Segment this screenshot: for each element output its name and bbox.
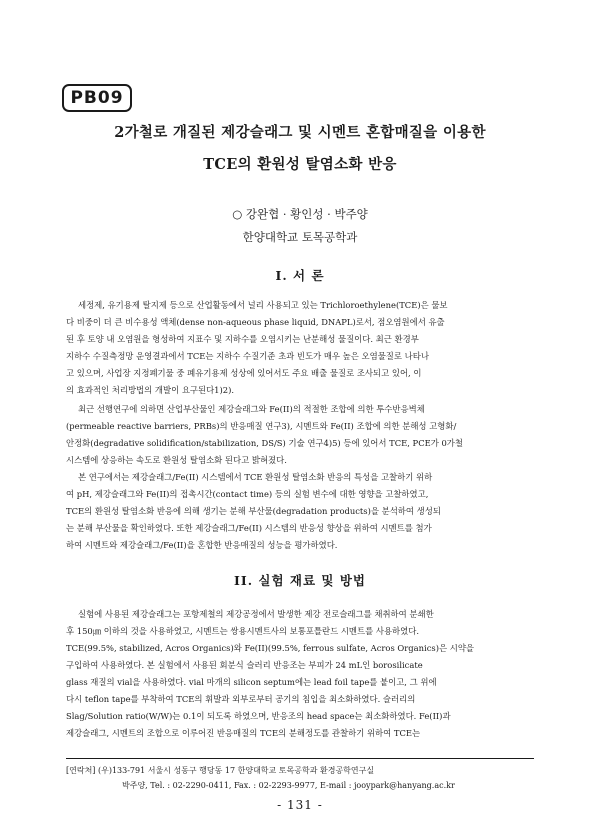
text-line: TCE(99.5%, stabilized, Acros Organics)와 Fe(II)(99.5%, ferrous sulfate, Acros Organics)은 시약을 — [66, 643, 475, 653]
abstract-code-label: PB09 — [62, 84, 132, 112]
text-line: Slag/Solution ratio(W/W)는 0.1이 되도록 하였으며, 반응조의 head space는 최소화하였다. Fe(II)과 — [66, 711, 451, 721]
text-line: 여 pH, 제강슬래그와 Fe(II)의 접촉시간(contact time) 등의 실험 변수에 대한 영향을 고찰하였고, — [66, 489, 429, 499]
text-line: 후 150㎛ 이하의 것을 사용하였고, 시멘트는 쌍용시멘트사의 보통포틀란드 시멘트를 사용하였다. — [66, 626, 419, 636]
text-line: 는 분해 부산물을 확인하였다. 또한 제강슬래그/Fe(II) 시스템의 반응성 향상을 위하여 시멘트를 첨가 — [66, 523, 432, 533]
text-line: 하여 시멘트와 제강슬래그/Fe(II)을 혼합한 반응매질의 성능을 평가하였다. — [66, 540, 338, 550]
text-line: 지하수 수질측정망 운영결과에서 TCE는 지하수 수질기준 초과 빈도가 매우 높은 오염물질로 나타나 — [66, 351, 429, 361]
section-heading-introduction: I. 서 론 — [275, 268, 325, 283]
text-line: glass 재질의 vial을 사용하였다. vial 마개의 silicon septum에는 lead foil tape를 붙이고, 그 위에 — [66, 677, 437, 687]
title-line-1: 2가철로 개질된 제강슬래그 및 시멘트 혼합매질을 이용한 — [114, 124, 486, 141]
text-line: 된 후 토양 내 오염원을 형성하여 지표수 및 지하수를 오염시키는 난분해성 물질이다. 최근 환경부 — [66, 334, 419, 344]
intro-paragraph-1 — [66, 297, 536, 399]
text-line: 실험에 사용된 제강슬래그는 포항제철의 제강공정에서 발생한 제강 전로슬래그를 채취하여 분쇄한 — [78, 609, 434, 619]
text-line: 세정제, 유기용제 탈지제 등으로 산업활동에서 널리 사용되고 있는 Trichloroethylene(TCE)은 물보 — [78, 300, 448, 310]
text-line: 본 연구에서는 제강슬래그/Fe(II) 시스템에서 TCE 환원성 탈염소화 반응의 특성을 고찰하기 위하 — [78, 472, 433, 482]
text-line: 구입하여 사용하였다. 본 실험에서 사용된 회분식 슬러리 반응조는 부피가 24 mL인 borosilicate — [66, 660, 423, 670]
methods-paragraph-1 — [66, 606, 536, 742]
contact-footer — [66, 763, 536, 793]
text-line: 최근 선행연구에 의하면 산업부산물인 제강슬래그와 Fe(II)의 적절한 조합에 의한 투수반응벽체 — [78, 404, 425, 414]
author-list: ○ 강완협 · 황인성 · 박주양 — [232, 207, 368, 221]
affiliation: 한양대학교 토목공학과 — [242, 230, 358, 244]
text-line: (permeable reactive barriers, PRBs)의 반응매질 연구3), 시멘트와 Fe(II) 조합에 의한 분해성 고형화/ — [66, 421, 457, 431]
contact-address: [연락처] (우)133-791 서울시 성동구 행당동 17 한양대학교 토목공학과 환경공학연구실 — [66, 766, 375, 775]
text-line: TCE의 환원성 탈염소화 반응에 의해 생기는 분해 부산물(degradation products)을 분석하여 생성되 — [66, 506, 441, 516]
section-heading-materials-methods: II. 실험 재료 및 방법 — [234, 573, 366, 588]
footer-divider — [66, 758, 534, 759]
text-line: 제강슬래그, 시멘트의 조합으로 이루어진 반응매질의 TCE의 분해정도를 관찰하기 위하여 TCE는 — [66, 728, 421, 738]
contact-details: 박주양, Tel. : 02-2290-0411, Fax. : 02-2293-9977, E-mail : jooypark@hanyang.ac.kr — [122, 781, 455, 790]
text-line: 다시 teflon tape를 부착하여 TCE의 휘발과 외부로부터 공기의 침입을 최소화하였다. 슬러리의 — [66, 694, 416, 704]
text-line: 안정화(degradative solidification/stabilization, DS/S) 기술 연구4)5) 등에 있어서 TCE, PCE가 0가철 — [66, 438, 463, 448]
intro-paragraph-2 — [66, 401, 536, 469]
text-line: 고 있으며, 사업장 지정폐기물 중 폐유기용제 성상에 있어서도 주요 배출 물질로 조사되고 있어, 이 — [66, 368, 422, 378]
intro-paragraph-3 — [66, 469, 536, 554]
text-line: 다 비중이 더 큰 비수용성 액체(dense non-aqueous phase liquid, DNAPL)로서, 점오염원에서 유출 — [66, 317, 445, 327]
text-line: 시스템에 상응하는 속도로 환원성 탈염소화 된다고 밝혀졌다. — [66, 455, 287, 465]
page-number: - 131 - — [277, 798, 323, 812]
text-line: 의 효과적인 처리방법의 개발이 요구된다1)2). — [66, 385, 235, 395]
title-line-2: TCE의 환원성 탈염소화 반응 — [203, 156, 397, 173]
